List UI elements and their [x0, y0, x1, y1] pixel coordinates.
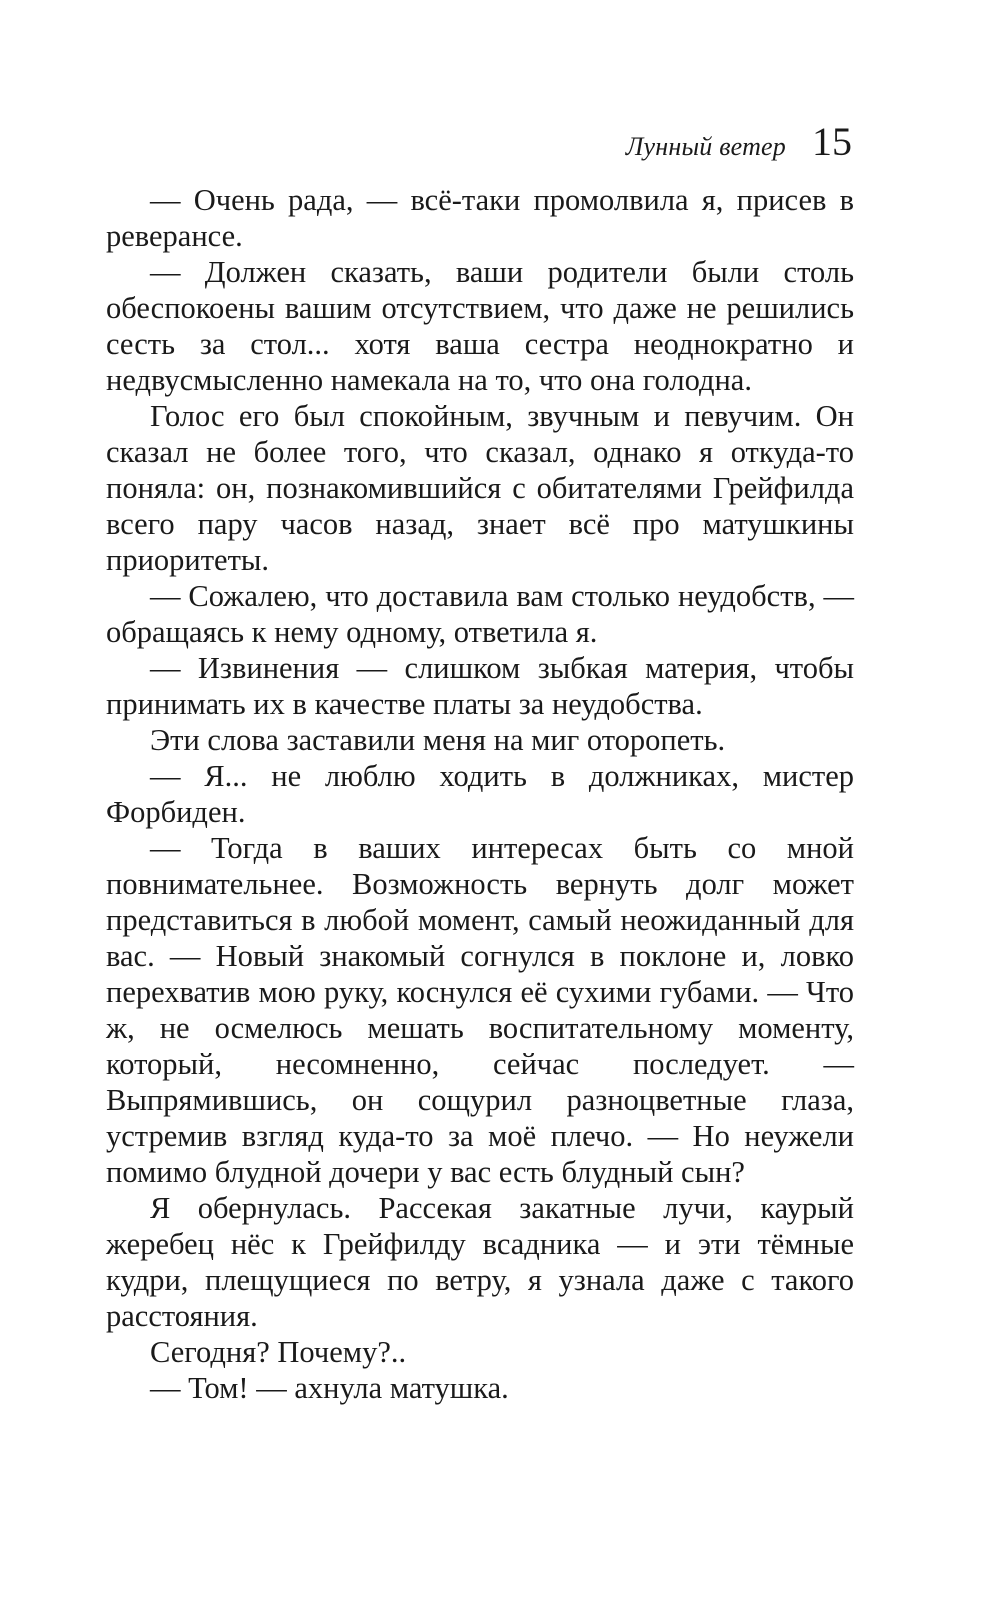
running-title: Лунный ветер: [625, 132, 786, 161]
page-number: 15: [812, 119, 852, 164]
paragraph: Голос его был спокойным, звучным и певучим. Он сказал не более того, что сказал, однако я откуда-то поняла: он, познакомившийся с обитателями Грейфилда всего пару часов назад, знает всё про матушкины приоритеты.: [106, 399, 854, 577]
running-header: [626, 118, 852, 165]
paragraph: — Тогда в ваших интересах быть со мной повнимательнее. Возможность вернуть долг может представиться в любой момент, самый неожиданный для вас. — Новый знакомый согнулся в поклоне и, ловко перехватив мою руку, коснулся её сухими губами. — Что ж, не осмелюсь мешать воспитательному моменту, который, несомненно, сейчас последует. — Выпрямившись, он сощурил разноцветные глаза, устремив взгляд куда-то за моё плечо. — Но неужели помимо блудной дочери у вас есть блудный сын?: [106, 831, 854, 1189]
paragraph: — Очень рада, — всё-таки промолвила я, присев в реверансе.: [106, 183, 854, 253]
paragraph: — Извинения — слишком зыбкая материя, чтобы принимать их в качестве платы за неудобства.: [106, 651, 854, 721]
body-text: [106, 182, 854, 1406]
paragraph: — Том! — ахнула матушка.: [150, 1371, 509, 1405]
paragraph: — Я... не люблю ходить в должниках, мистер Форбиден.: [106, 759, 854, 829]
paragraph: Я обернулась. Рассекая закатные лучи, каурый жеребец нёс к Грейфилду всадника — и эти тёмные кудри, плещущиеся по ветру, я узнала даже с такого расстояния.: [106, 1191, 854, 1333]
paragraph: — Сожалею, что доставила вам столько неудобств, — обращаясь к нему одному, ответила я.: [106, 579, 854, 649]
paragraph: Эти слова заставили меня на миг оторопеть.: [150, 723, 726, 757]
paragraph: Сегодня? Почему?..: [150, 1335, 407, 1369]
paragraph: — Должен сказать, ваши родители были столь обеспокоены вашим отсутствием, что даже не решились сесть за стол... хотя ваша сестра неоднократно и недвусмысленно намекала на то, что она голодна.: [106, 255, 854, 397]
